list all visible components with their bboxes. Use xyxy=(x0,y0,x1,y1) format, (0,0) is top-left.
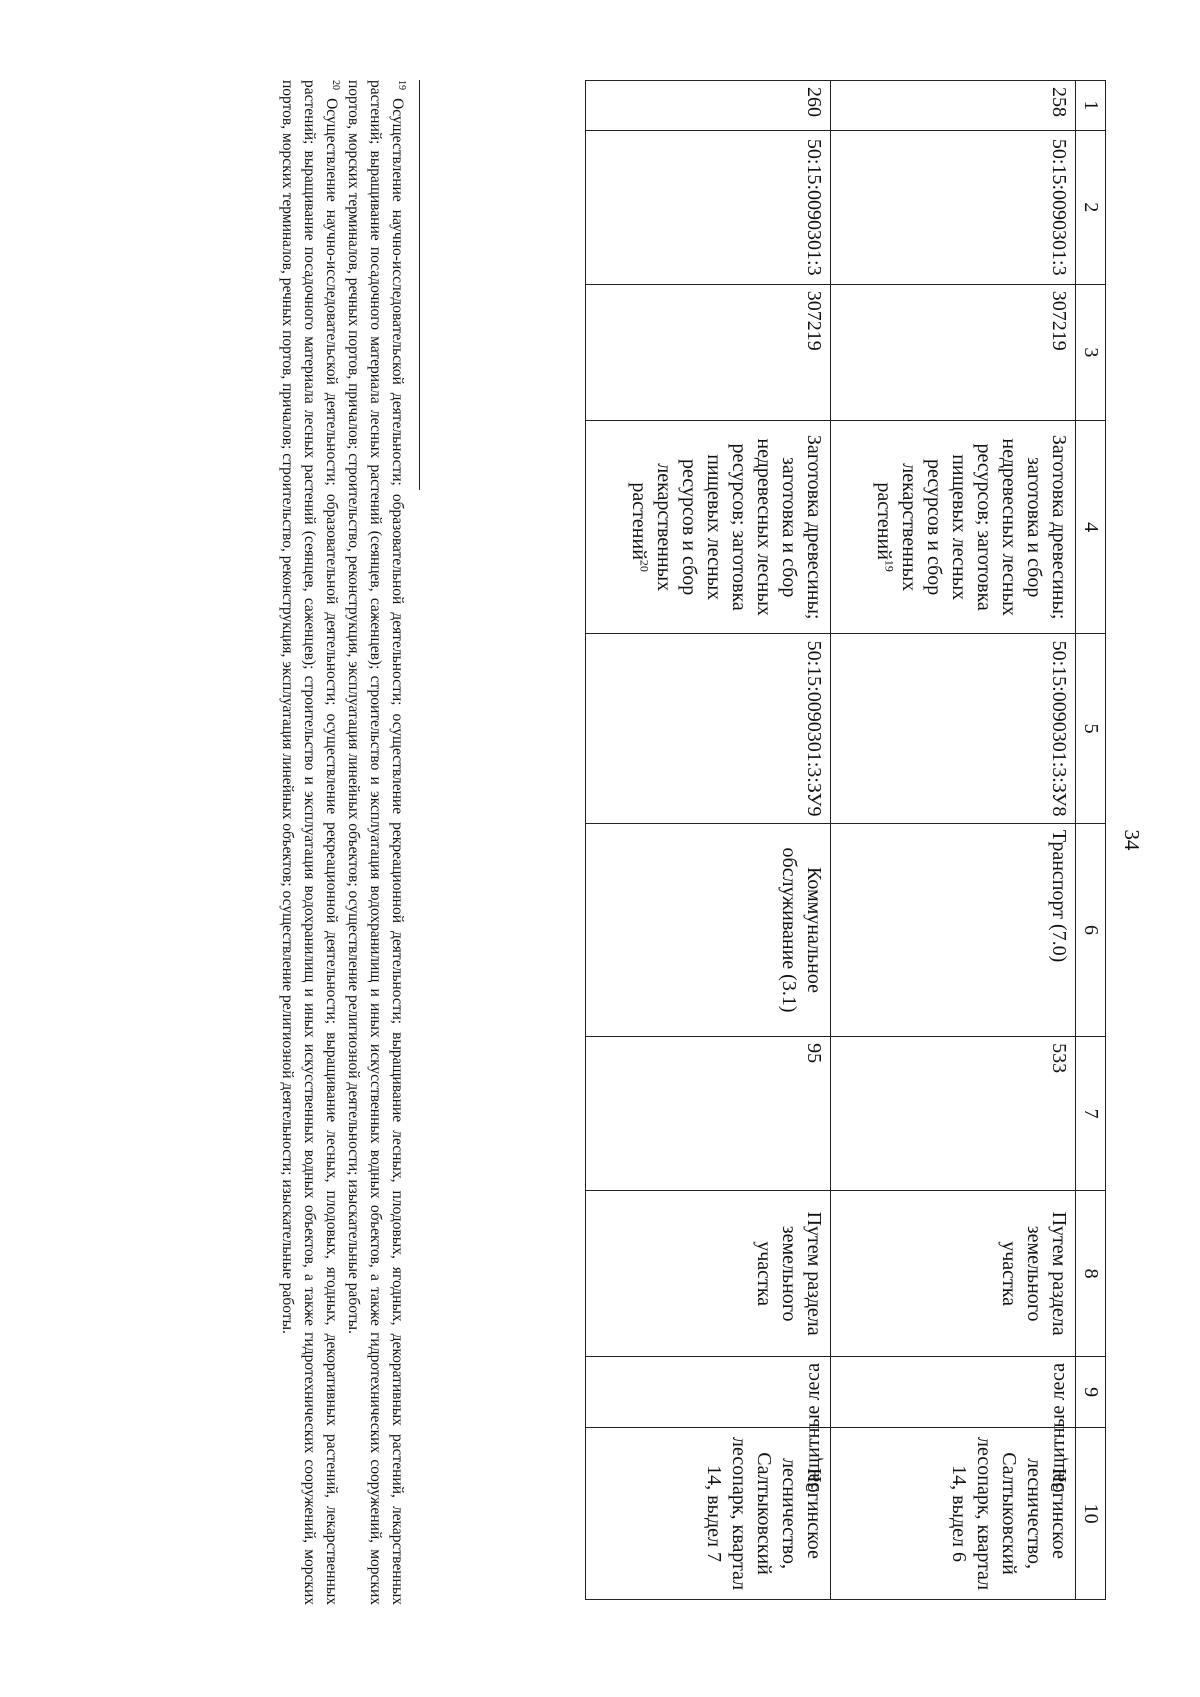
column-header: 8 xyxy=(1076,1191,1106,1357)
column-header: 3 xyxy=(1076,284,1106,420)
forest-category: Защитные леса xyxy=(586,1357,831,1428)
footnotes xyxy=(276,80,408,1605)
footnote-ref: 20 xyxy=(637,559,652,572)
plot-area: 95 xyxy=(586,1037,831,1191)
column-header: 1 xyxy=(1076,81,1106,131)
formation-method: Путем раздела земельного участка xyxy=(586,1191,831,1357)
plot-area: 533 xyxy=(831,1037,1076,1191)
header-row xyxy=(1076,81,1106,1600)
parent-cadastral-number: 50:15:0090301:3 xyxy=(831,130,1076,284)
parent-area: 307219 xyxy=(586,284,831,420)
row-number: 260 xyxy=(586,81,831,131)
plot-location: Ногинское лесничество, Салтыковский лесопарк, квартал 14, выдел 7 xyxy=(586,1428,831,1600)
new-plot-designation: 50:15:0090301:3:ЗУ9 xyxy=(586,634,831,824)
footnote-ref: 19 xyxy=(882,559,897,572)
forest-category: Защитные леса xyxy=(831,1357,1076,1428)
parent-area: 307219 xyxy=(831,284,1076,420)
footnote-mark: 19 xyxy=(396,80,408,90)
page-number: 34 xyxy=(1120,829,1144,851)
table-row xyxy=(831,81,1076,1600)
column-header: 7 xyxy=(1076,1037,1106,1191)
footnote-text: Осуществление научно-исследовательской деятельности; образовательной деятельности; осуществление рекреационной деятельности; выращивание лесных, плодовых, ягодных, декоративных растений, лекарственных растений; выращивание посадочного материала лесных растений (сеянцев, саженцев); строительство и эксплуатация водохранилищ и иных искусственных водных объектов, а также гидротехнических сооружений, морских портов, морских терминалов, речных портов, причалов; строительство, реконструкция, эксплуатация линейных объектов; осуществление религиозной деятельности; изыскательные работы. xyxy=(345,80,406,1605)
formation-method: Путем раздела земельного участка xyxy=(831,1191,1076,1357)
footnote-mark: 20 xyxy=(330,80,342,90)
column-header: 5 xyxy=(1076,634,1106,824)
footnote-divider xyxy=(419,80,420,490)
column-header: 6 xyxy=(1076,823,1106,1036)
plot-location: Ногинское лесничество, Салтыковский лесопарк, квартал 14, выдел 6 xyxy=(831,1428,1076,1600)
land-use-type: Транспорт (7.0) xyxy=(831,823,1076,1036)
column-header: 2 xyxy=(1076,130,1106,284)
registry-table xyxy=(585,80,1106,1600)
footnote-text: Осуществление научно-исследовательской деятельности; образовательной деятельности; осуществление рекреационной деятельности; выращивание лесных, плодовых, ягодных, декоративных растений, лекарственных растений; выращивание посадочного материала лесных растений (сеянцев, саженцев); строительство и эксплуатация водохранилищ и иных искусственных водных объектов, а также гидротехнических сооружений, морских портов, морских терминалов, речных портов, причалов; строительство, реконструкция, эксплуатация линейных объектов; осуществление религиозной деятельности; изыскательные работы. xyxy=(279,80,340,1605)
permitted-usage: Заготовка древесины; заготовка и сбор недревесных лесных ресурсов; заготовка пищевых лесных ресурсов и сбор лекарственных растений$^{19}$ xyxy=(831,421,1076,634)
document-page xyxy=(108,40,1158,1640)
column-header: 4 xyxy=(1076,421,1106,634)
new-plot-designation: 50:15:0090301:3:ЗУ8 xyxy=(831,634,1076,824)
land-use-type: Коммунальное обслуживание (3.1) xyxy=(586,823,831,1036)
footnote xyxy=(276,80,342,1605)
permitted-usage: Заготовка древесины; заготовка и сбор недревесных лесных ресурсов; заготовка пищевых лесных ресурсов и сбор лекарственных растений$^{20}$ xyxy=(586,421,831,634)
footnote xyxy=(342,80,408,1605)
column-header: 9 xyxy=(1076,1357,1106,1428)
parent-cadastral-number: 50:15:0090301:3 xyxy=(586,130,831,284)
column-header: 10 xyxy=(1076,1428,1106,1600)
row-number: 258 xyxy=(831,81,1076,131)
table-row xyxy=(586,81,831,1600)
